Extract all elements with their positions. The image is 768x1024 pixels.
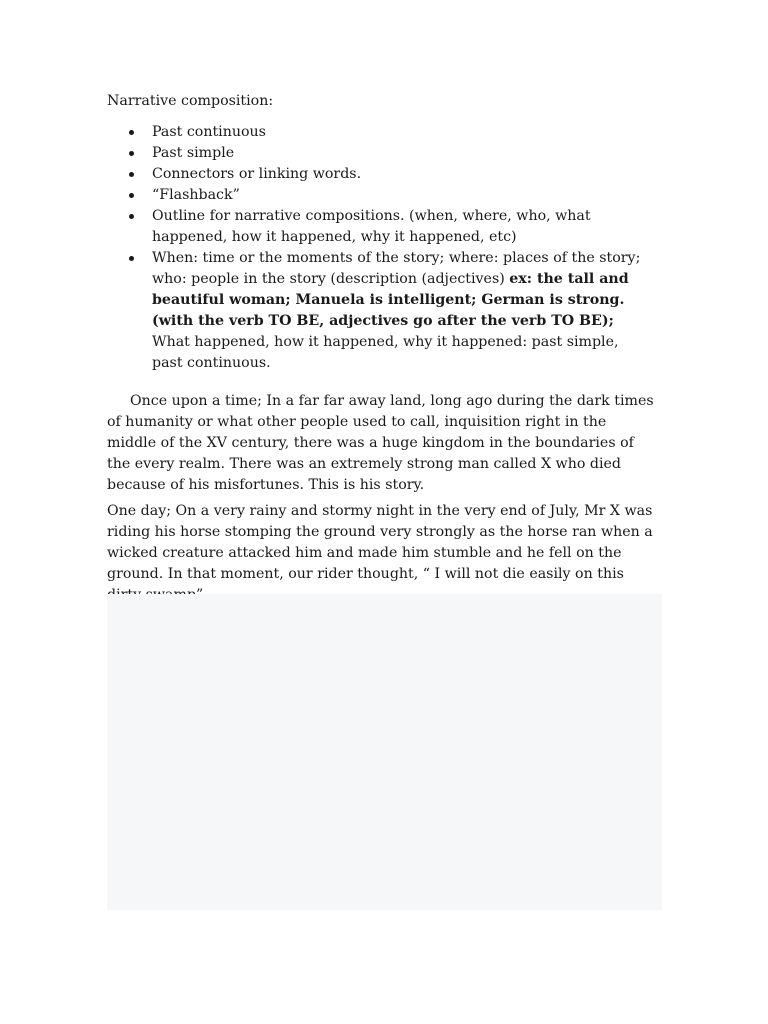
story-paragraph-one-day: One day; On a very rainy and stormy night in the very end of July, Mr X was riding his horse stomping the ground very strongly as the horse ran when a wicked creature attacked him and made him stumble and he fell on the ground. In that moment, our rider thought, “ I will not die easily on this xyxy=(107,503,653,582)
bullet-list xyxy=(107,122,647,374)
document-heading: Narrative composition: xyxy=(107,93,274,109)
bullet-item: Past continuous xyxy=(107,122,647,143)
bullet-item-when xyxy=(107,248,647,374)
bullet-item: “Flashback” xyxy=(107,185,647,206)
bullet-item: Connectors or linking words. xyxy=(107,164,647,185)
bullet-item: Past simple xyxy=(107,143,647,164)
bullet-item: Outline for narrative compositions. (when, where, who, what happened, how it happened, why it happened, etc) xyxy=(107,206,647,248)
story-paragraph-intro: Once upon a time; In a far far away land, long ago during the dark times of humanity or what other people used to call, inquisition right in the middle of the XV century, there was a huge kingdom in the boundaries of the every realm. There was an extremely strong man called X who died because of his misfortunes. This is his story. xyxy=(107,393,654,493)
bullet-text: What happened, how it happened, why it happened: past simple, past continuous. xyxy=(152,334,619,371)
bullet-text: When: time or the moments of the story; where: places of the story; who: people in the story (description (adjectives) xyxy=(152,250,641,287)
bullet-bold-example: ex: the tall and beautiful woman; Manuela is intelligent; German is strong. (with the verb TO BE, adjectives go after the verb TO BE); xyxy=(152,271,629,329)
blank-content-area xyxy=(107,594,662,910)
